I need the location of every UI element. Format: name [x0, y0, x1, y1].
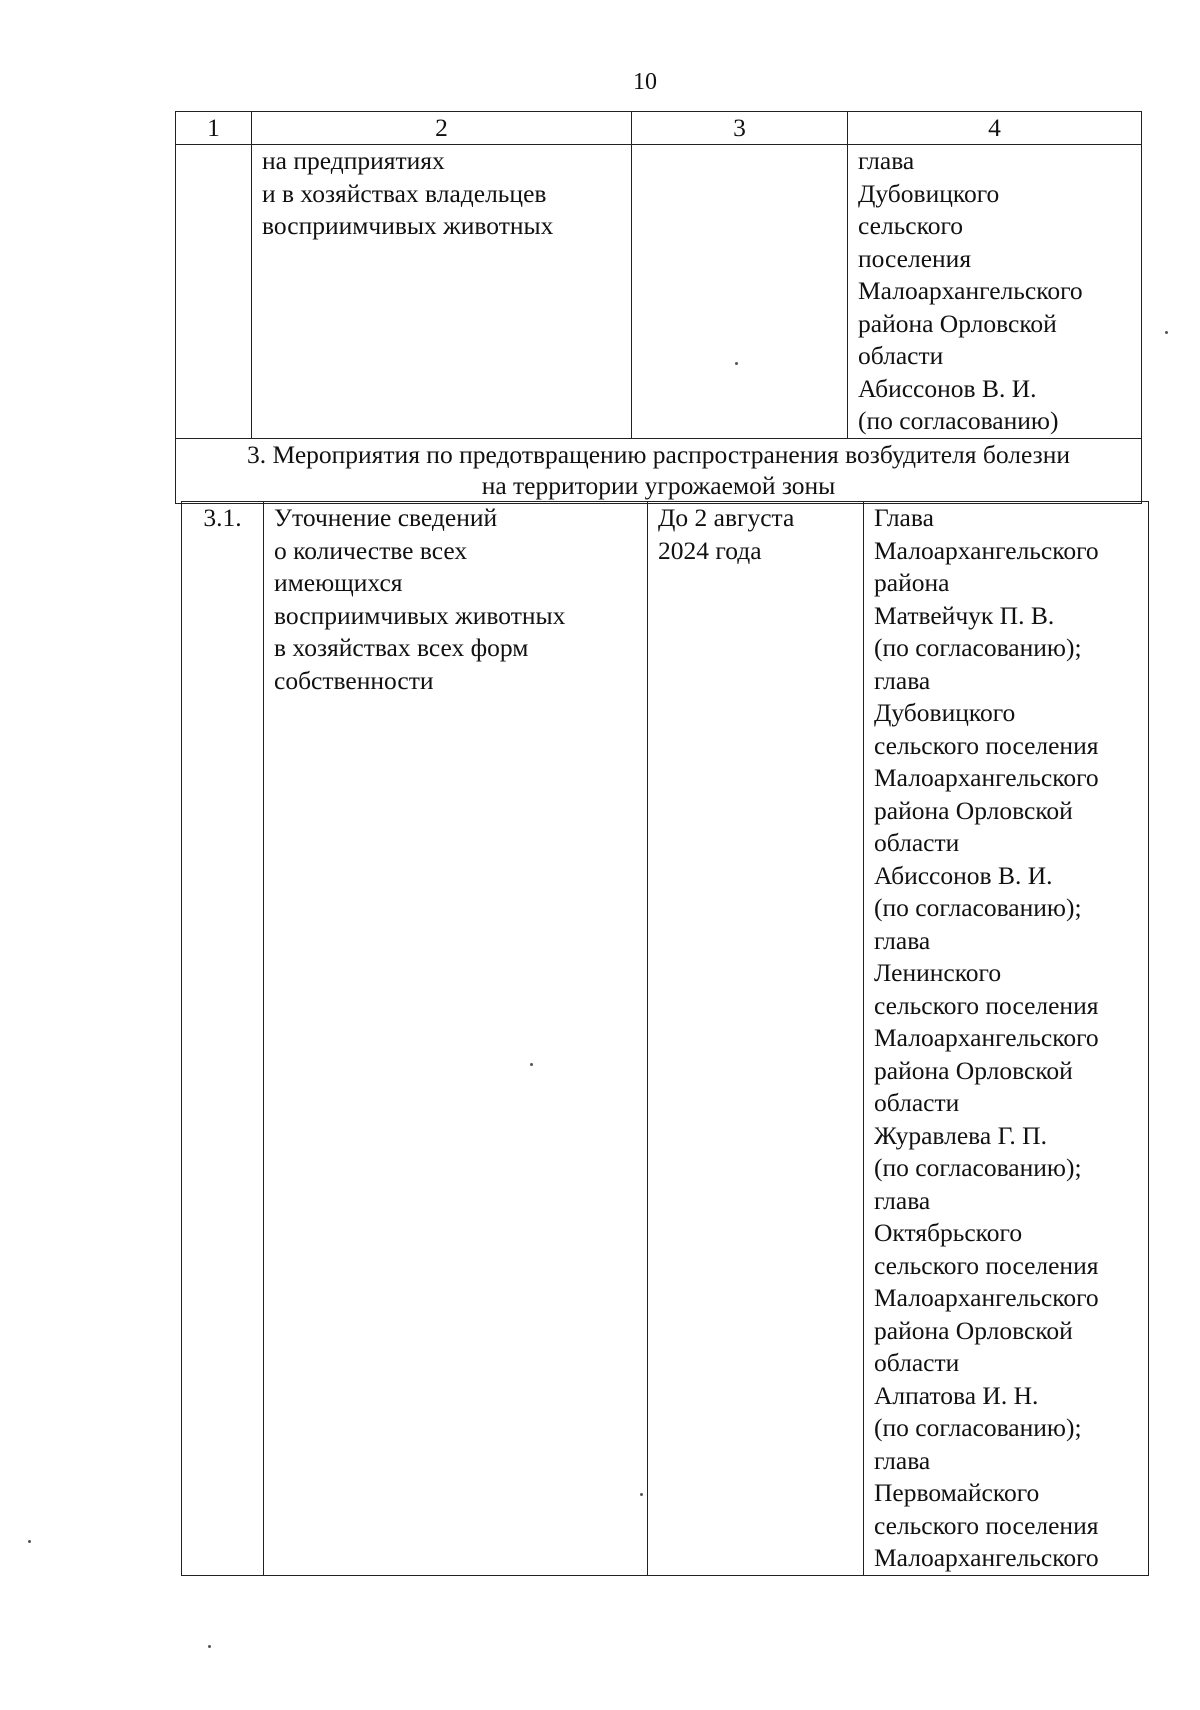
header-col-1: 1	[176, 112, 252, 145]
scan-speck	[735, 362, 738, 365]
cell-activity: Уточнение сведений о количестве всех имеющихся восприимчивых животных в хозяйствах всех форм собственности	[264, 502, 648, 1576]
cell-number: 3.1.	[182, 502, 264, 1576]
cell-deadline	[632, 145, 848, 439]
cell-responsible: глава Дубовицкого сельского поселения Малоархангельского района Орловской области Абиссонов В. И. (по согласованию)	[848, 145, 1142, 439]
plan-table-lower	[181, 501, 1149, 1576]
scan-speck	[208, 1645, 211, 1648]
section-3-title: 3. Мероприятия по предотвращению распространения возбудителя болезни на территории угрожаемой зоны	[176, 438, 1142, 503]
header-col-2: 2	[252, 112, 632, 145]
cell-activity: на предприятиях и в хозяйствах владельцев восприимчивых животных	[252, 145, 632, 439]
scan-speck	[28, 1540, 31, 1543]
table-row-continued	[176, 145, 1142, 439]
cell-number	[176, 145, 252, 439]
header-col-4: 4	[848, 112, 1142, 145]
table-header-row	[176, 112, 1142, 145]
table-row-3-1	[182, 502, 1149, 1576]
scan-speck	[640, 1493, 643, 1496]
scan-speck	[530, 1063, 533, 1066]
page-number: 10	[633, 69, 657, 95]
cell-responsible: Глава Малоархангельского района Матвейчук П. В. (по согласованию); глава Дубовицкого сельского поселения Малоархангельского района Орловской области Абиссонов В. И. (по согласованию); глава Ленинского сельского поселения Малоархангельского района Орловской области Журавлева Г. П. (по согласованию); глава Октябрьского сельского поселения Малоархангельского района Орловской области Алпатова И. Н. (по согласованию); глава Первомайского сельского поселения Малоархангельского	[864, 502, 1149, 1576]
cell-deadline: До 2 августа 2024 года	[648, 502, 864, 1576]
plan-table-upper	[175, 111, 1142, 504]
header-col-3: 3	[632, 112, 848, 145]
section-heading-row	[176, 438, 1142, 503]
scan-speck	[1165, 331, 1168, 334]
